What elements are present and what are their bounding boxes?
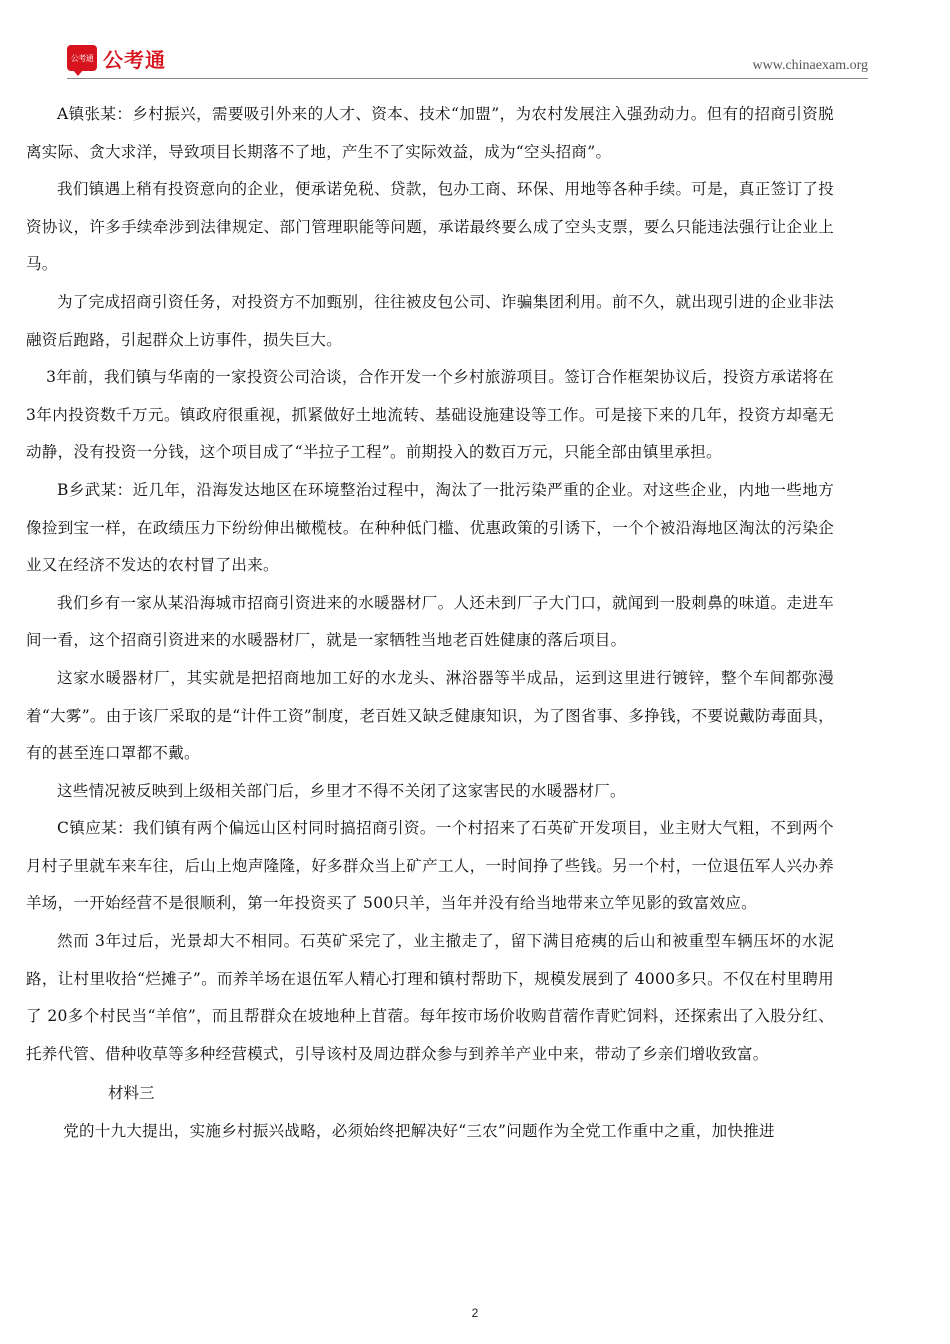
paragraph-b-township-wu: B乡武某：近几年，沿海发达地区在环境整治过程中，淘汰了一批污染严重的企业。对这些企业，内地一些地方像捡到宝一样，在政绩压力下纷纷伸出橄榄枝。在种种低门槛、优惠政策的引诱下，一个个被沿海地区淘汰的污染企业又在经济不发达的农村冒了出来。: [26, 480, 834, 575]
paragraph-fraud: 为了完成招商引资任务，对投资方不加甄别，往往被皮包公司、诈骗集团利用。前不久，就出现引进的企业非法融资后跑路，引起群众上访事件，损失巨大。: [26, 292, 834, 349]
section-title: 材料三: [108, 1084, 155, 1103]
logo-badge-icon: [67, 45, 97, 71]
page-header: [0, 0, 950, 80]
header-divider: [67, 78, 868, 79]
logo: [67, 44, 166, 72]
paragraph-a-town-zhang: A镇张某：乡村振兴，需要吸引外来的人才、资本、技术“加盟”，为农村发展注入强劲动力。但有的招商引资脱离实际、贪大求洋，导致项目长期落不了地，产生不了实际效益，成为“空头招商”。: [26, 105, 834, 161]
paragraph-factory-closed: 这些情况被反映到上级相关部门后，乡里才不得不关闭了这家害民的水暖器材厂。: [57, 781, 626, 800]
paragraph-three-years-later: 然而 3年过后，光景却大不相同。石英矿采完了，业主撤走了，留下满目疮痍的后山和被重型车辆压坏的水泥路，让村里收拾“烂摊子”。而养羊场在退伍军人精心打理和镇村帮助下，规模发展到了 4000多只。不仅在村里聘用了 20多个村民当“羊倌”，而且帮群众在坡地种上苜蓿。每年按市场价收购苜蓿作青贮饲料，还探索出了入股分红、托养代管、借种收草等多种经营模式，引导该村及周边群众参与到养羊产业中来，带动了乡亲们增收致富。: [26, 932, 834, 1063]
document-body: [26, 96, 834, 1151]
paragraph-plumbing-factory: 我们乡有一家从某沿海城市招商引资进来的水暖器材厂。人还未到厂子大门口，就闻到一股刺鼻的味道。走进车间一看，这个招商引资进来的水暖器材厂，就是一家牺牲当地老百姓健康的落后项目。: [26, 593, 834, 650]
page-number: 2: [471, 1306, 479, 1320]
paragraph-galvanizing: 这家水暖器材厂，其实就是把招商地加工好的水龙头、淋浴器等半成品，运到这里进行镀锌，整个车间都弥漫着“大雾”。由于该厂采取的是“计件工资”制度，老百姓又缺乏健康知识，为了图省事、多挣钱，不要说戴防毒面具，有的甚至连口罩都不戴。: [26, 668, 834, 763]
paragraph-c-town-ying: C镇应某：我们镇有两个偏远山区村同时搞招商引资。一个村招来了石英矿开发项目，业主财大气粗，不到两个月村子里就车来车往，后山上炮声隆隆，好多群众当上矿产工人，一时间挣了些钱。另一个村，一位退伍军人兴办养羊场，一开始经营不是很顺利，第一年投资买了 500只羊，当年并没有给当地带来立竿见影的致富效应。: [26, 819, 834, 913]
site-url: www.chinaexam.org: [752, 58, 868, 73]
logo-text: 公考通: [103, 47, 166, 72]
logo-badge-text: 公考通: [70, 53, 94, 63]
paragraph-material-three: 党的十九大提出，实施乡村振兴战略，必须始终把解决好“三农”问题作为全党工作重中之重，加快推进: [63, 1122, 775, 1141]
paragraph-promises: 我们镇遇上稍有投资意向的企业，便承诺免税、贷款，包办工商、环保、用地等各种手续。可是，真正签订了投资协议，许多手续牵涉到法律规定、部门管理职能等问题，承诺最终要么成了空头支票，要么只能违法强行让企业上马。: [26, 180, 834, 274]
paragraph-tourism-project: 3年前，我们镇与华南的一家投资公司洽谈，合作开发一个乡村旅游项目。签订合作框架协议后，投资方承诺将在 3年内投资数千万元。镇政府很重视，抓紧做好土地流转、基础设施建设等工作。可是接下来的几年，投资方却毫无动静，没有投资一分钱，这个项目成了“半拉子工程”。前期投入的数百万元，只能全部由镇里承担。: [26, 368, 834, 462]
